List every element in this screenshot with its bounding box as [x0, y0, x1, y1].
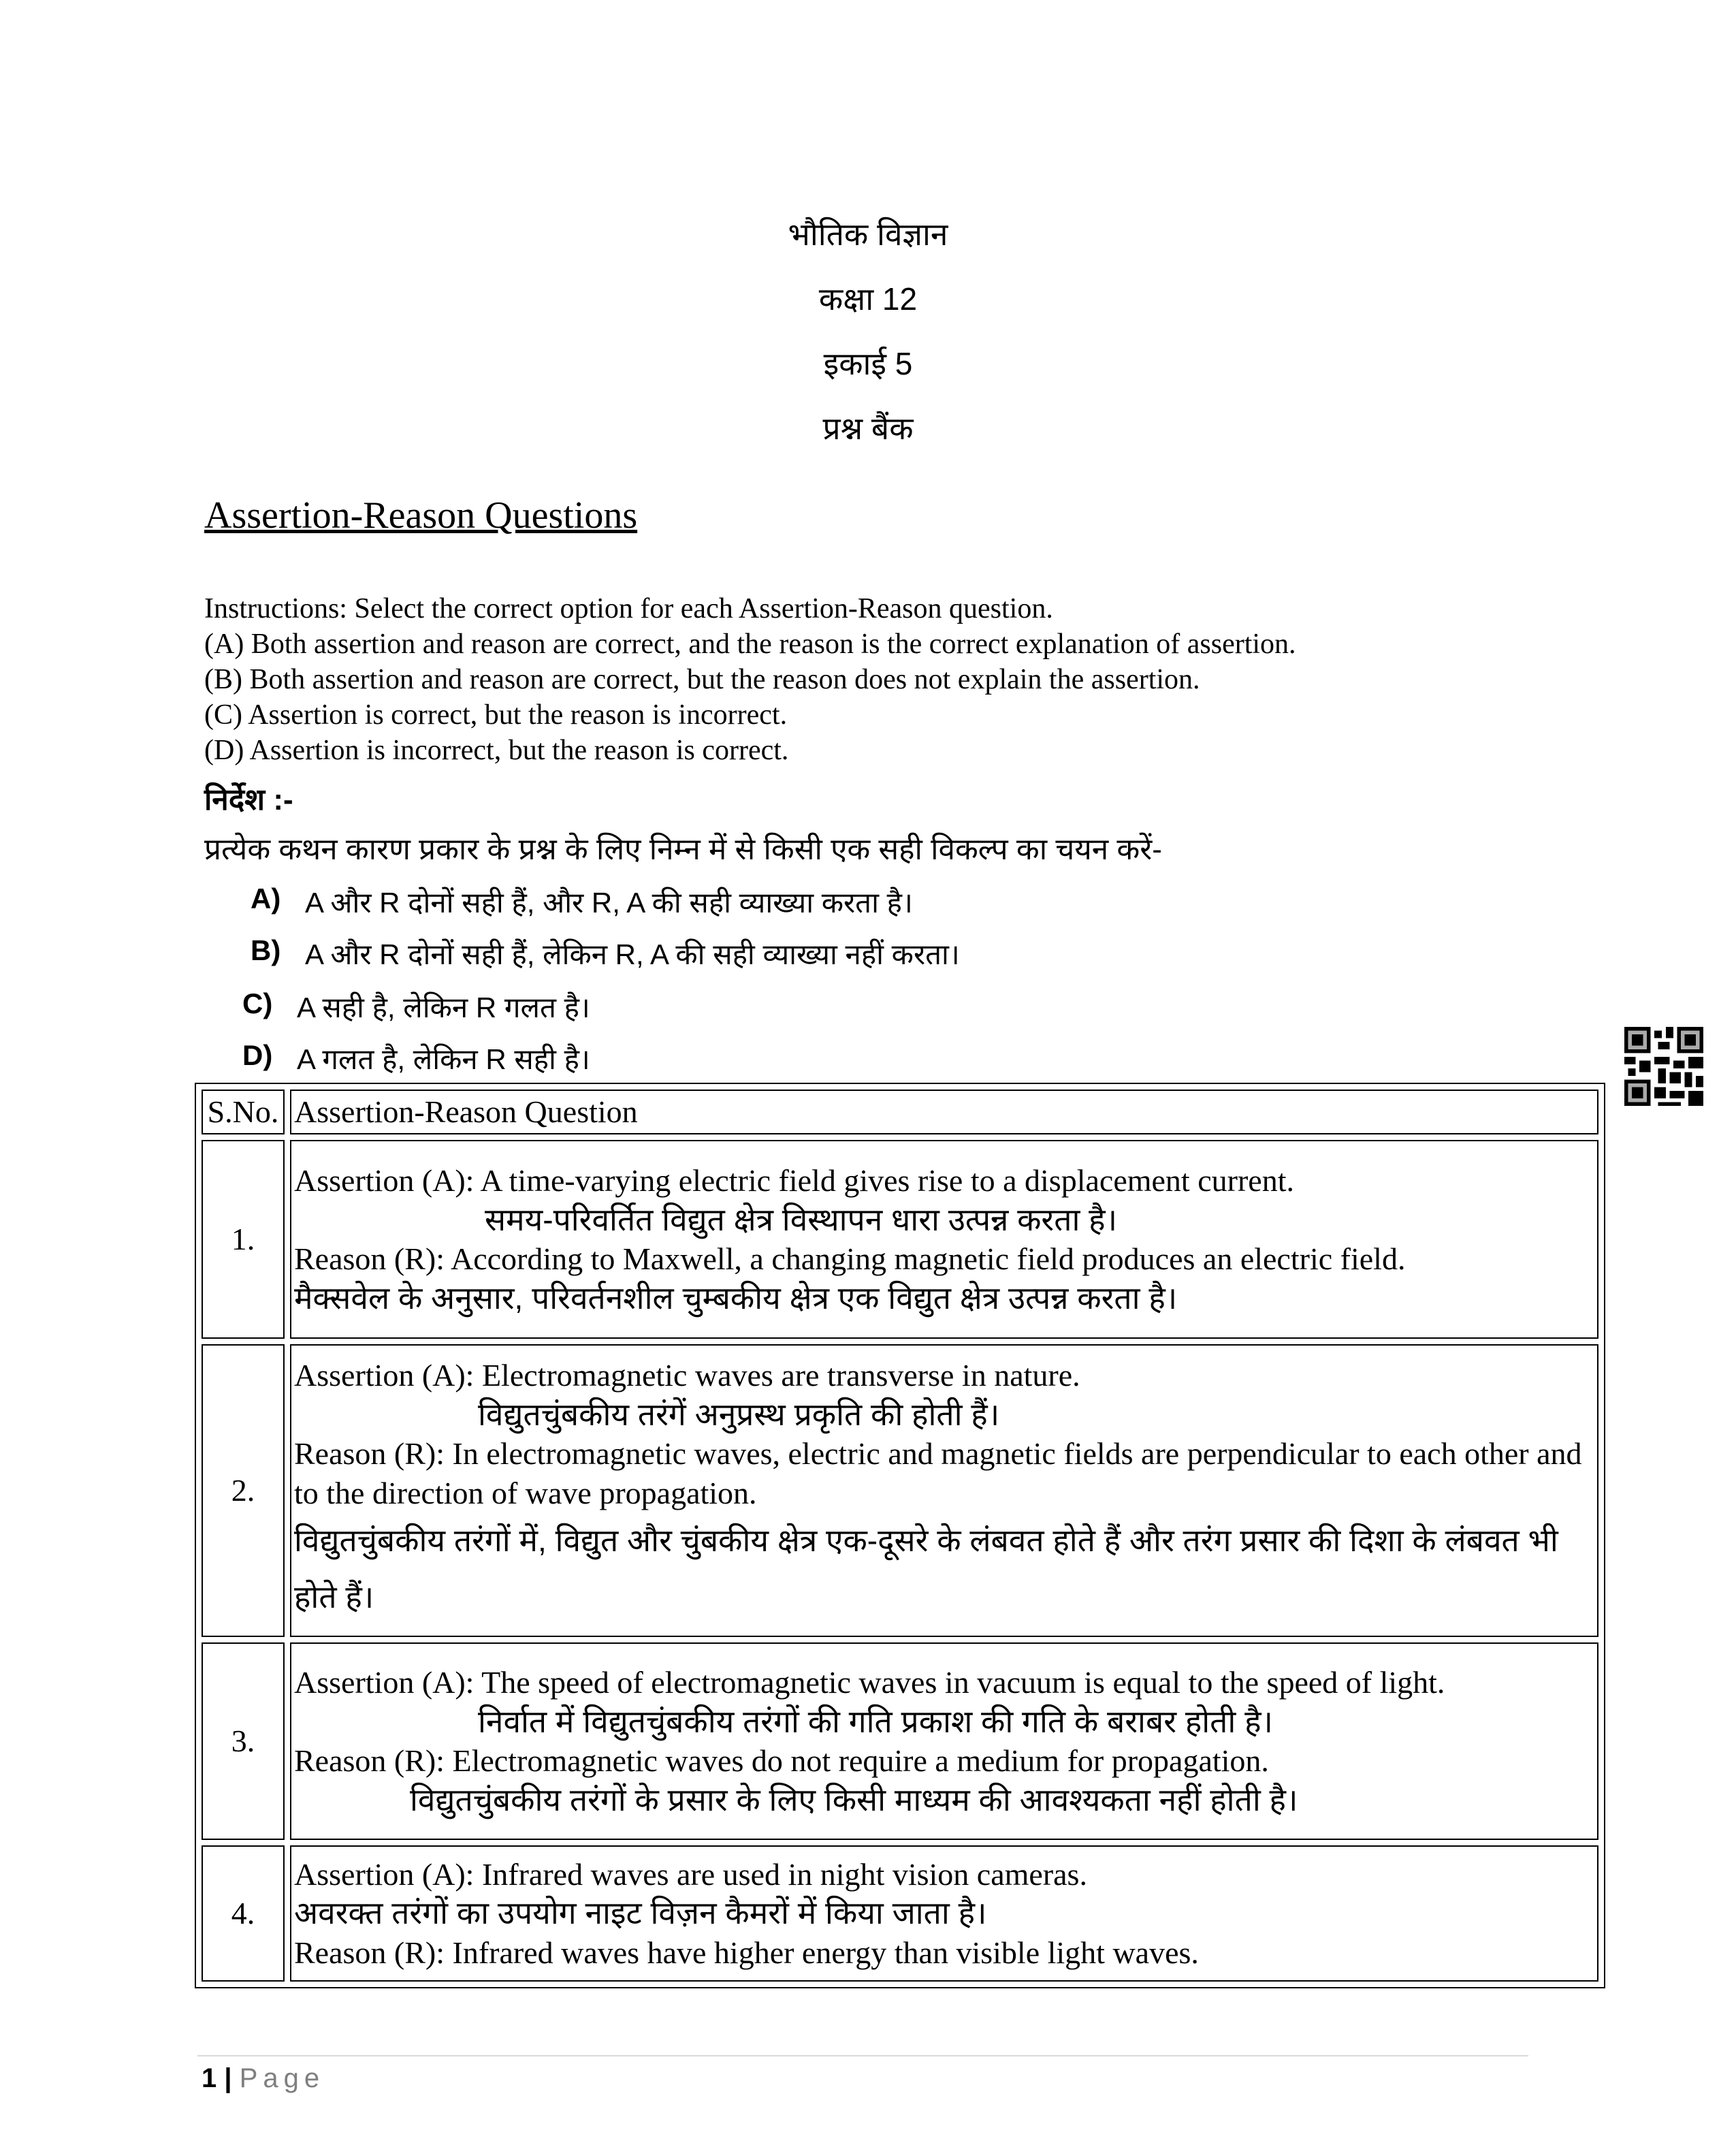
option-label: A) [251, 883, 281, 915]
option-text: A गलत है, लेकिन R सही है। [297, 1043, 590, 1075]
table-row [202, 1845, 1598, 1982]
instruction-option-c: (C) Assertion is correct, but the reason is incorrect. [204, 699, 788, 731]
assertion-hindi: अवरक्त तरंगों का उपयोग नाइट विज़न कैमरों में किया जाता है। [294, 1895, 987, 1931]
option-label: C) [242, 987, 273, 1019]
footer-divider [197, 2055, 1528, 2056]
assertion-text: Assertion (A): Infrared waves are used in night vision cameras. [294, 1856, 1087, 1892]
page-number: 1 [202, 2063, 217, 2093]
option-label: B) [251, 934, 281, 966]
option-label: D) [242, 1039, 273, 1071]
class-title: कक्षा 12 [818, 281, 918, 317]
table-header-row [202, 1090, 1598, 1134]
reason-hindi: विद्युतचुंबकीय तरंगों के प्रसार के लिए किसी माध्यम की आवश्यकता नहीं होती है। [410, 1781, 1298, 1817]
table-row [202, 1642, 1598, 1840]
page-label: Page [239, 2063, 325, 2093]
row-sno: 1. [202, 1140, 285, 1339]
assertion-hindi: विद्युतचुंबकीय तरंगें अनुप्रस्थ प्रकृति की होती हैं। [478, 1396, 1000, 1432]
instructions-intro: Instructions: Select the correct option for each Assertion-Reason question. [204, 593, 1053, 624]
reason-hindi: मैक्सवेल के अनुसार, परिवर्तनशील चुम्बकीय क्षेत्र एक विद्युत क्षेत्र उत्पन्न करता है। [294, 1280, 1178, 1316]
row-question [290, 1642, 1598, 1840]
header-question: Assertion-Reason Question [290, 1090, 1598, 1134]
option-text: A सही है, लेकिन R गलत है। [297, 991, 590, 1023]
reason-text: Reason (R): Electromagnetic waves do not require a medium for propagation. [294, 1743, 1269, 1778]
assertion-hindi: निर्वात में विद्युतचुंबकीय तरंगों की गति प्रकाश की गति के बराबर होती है। [478, 1703, 1273, 1739]
row-question [290, 1845, 1598, 1982]
option-text: A और R दोनों सही हैं, और R, A की सही व्याख्या करता है। [305, 887, 913, 919]
instruction-option-d: (D) Assertion is incorrect, but the reason is correct. [204, 735, 789, 766]
header-sno: S.No. [202, 1090, 285, 1134]
instruction-option-b: (B) Both assertion and reason are correct, but the reason does not explain the assertion. [204, 664, 1200, 695]
row-sno: 3. [202, 1642, 285, 1840]
footer-separator: | [224, 2063, 232, 2093]
reason-text: Reason (R): According to Maxwell, a changing magnetic field produces an electric field. [294, 1241, 1406, 1276]
qr-code-icon [1624, 1027, 1703, 1106]
row-question [290, 1140, 1598, 1339]
assertion-hindi: समय-परिवर्तित विद्युत क्षेत्र विस्थापन धारा उत्पन्न करता है। [485, 1201, 1118, 1237]
hindi-instructions-intro: प्रत्येक कथन कारण प्रकार के प्रश्न के लिए निम्न में से किसी एक सही विकल्प का चयन करें- [204, 833, 1162, 866]
subject-title: भौतिक विज्ञान [788, 217, 948, 252]
assertion-reason-table [195, 1083, 1605, 1988]
assertion-text: Assertion (A): The speed of electromagnetic waves in vacuum is equal to the speed of light. [294, 1665, 1445, 1700]
page-footer [202, 2063, 325, 2094]
row-question [290, 1344, 1598, 1637]
option-text: A और R दोनों सही हैं, लेकिन R, A की सही व्याख्या नहीं करता। [305, 938, 960, 970]
unit-title: इकाई 5 [823, 346, 913, 381]
table-row [202, 1140, 1598, 1339]
question-bank-title: प्रश्न बैंक [822, 411, 914, 446]
instruction-option-a: (A) Both assertion and reason are correct, and the reason is the correct explanation of assertion. [204, 629, 1296, 660]
assertion-text: Assertion (A): Electromagnetic waves are transverse in nature. [294, 1358, 1080, 1393]
row-sno: 4. [202, 1845, 285, 1982]
section-title: Assertion-Reason Questions [204, 494, 638, 537]
assertion-text: Assertion (A): A time-varying electric field gives rise to a displacement current. [294, 1163, 1294, 1198]
english-instructions [204, 591, 1296, 768]
hindi-instructions-heading: निर्देश :- [204, 783, 293, 816]
reason-hindi: विद्युतचुंबकीय तरंगों में, विद्युत और चुंबकीय क्षेत्र एक-दूसरे के लंबवत होते हैं और तरंग प्रसार की दिशा के लंबवत भी होते हैं। [294, 1523, 1558, 1615]
row-sno: 2. [202, 1344, 285, 1637]
table-row [202, 1344, 1598, 1637]
reason-text: Reason (R): Infrared waves have higher energy than visible light waves. [294, 1935, 1199, 1970]
reason-text: Reason (R): In electromagnetic waves, electric and magnetic fields are perpendicular to each other and to the direction of wave propagation. [294, 1436, 1582, 1510]
